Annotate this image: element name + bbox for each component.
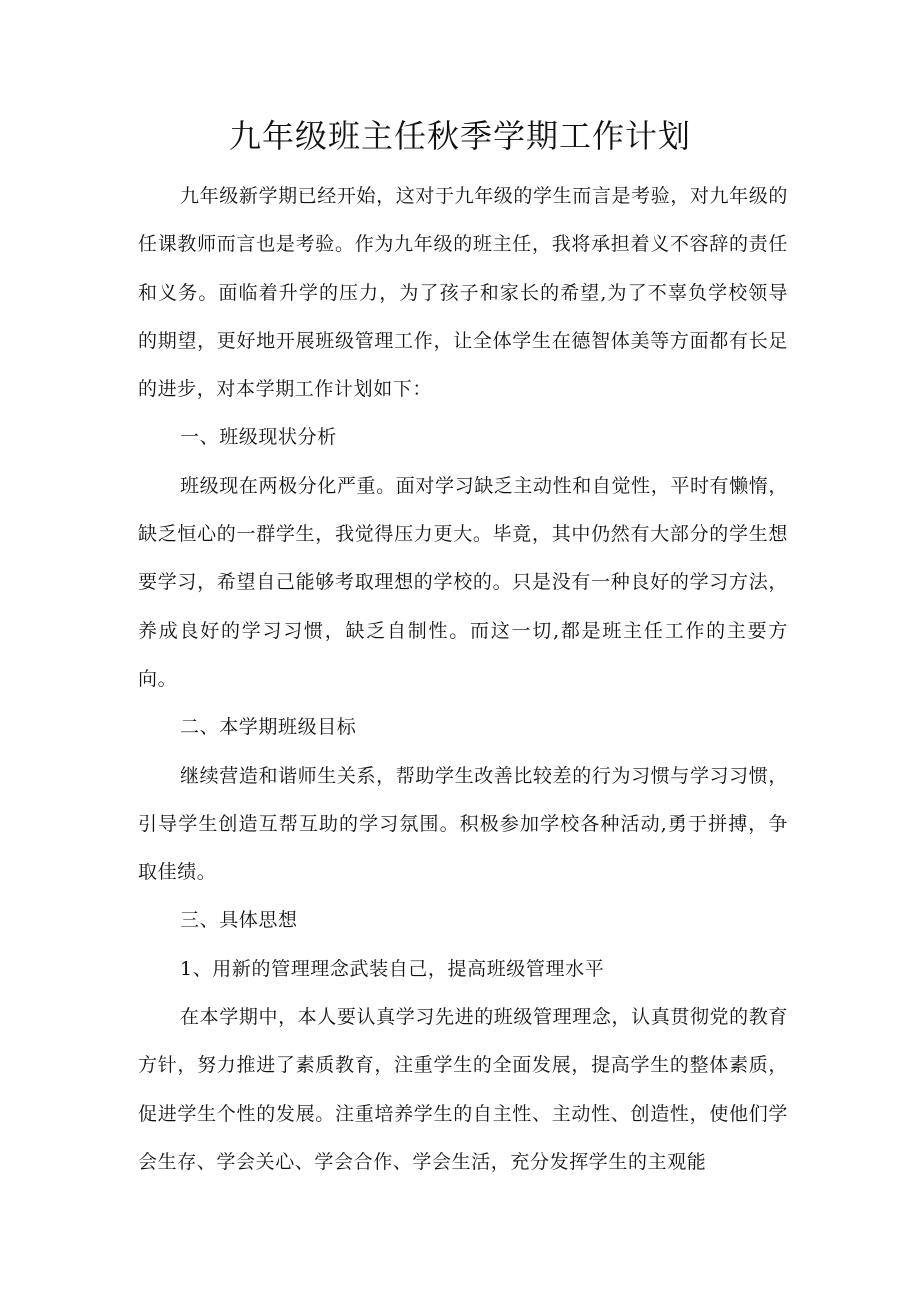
- section-paragraph-2: 继续营造和谐师生关系，帮助学生改善比较差的行为习惯与学习习惯，引导学生创造互帮互助的学习氛围。积极参加学校各种活动,勇于拼搏，争取佳绩。: [138, 764, 788, 884]
- document-body: [138, 172, 788, 1186]
- section-heading-1: 一、班级现状分析: [180, 426, 337, 449]
- section-paragraph-1: 班级现在两极分化严重。面对学习缺乏主动性和自觉性，平时有懒惰，缺乏恒心的一群学生，我觉得压力更大。毕竟，其中仍然有大部分的学生想要学习，希望自己能够考取理想的学校的。只是没有一种良好的学习方法，养成良好的学习习惯，缺乏自制性。而这一切,都是班主任工作的主要方向。: [138, 474, 788, 690]
- section-heading-2: 二、本学期班级目标: [180, 716, 357, 739]
- intro-paragraph: 九年级新学期已经开始，这对于九年级的学生而言是考验，对九年级的任课教师而言也是考验。作为九年级的班主任，我将承担着义不容辞的责任和义务。面临着升学的压力，为了孩子和家长的希望,为了不辜负学校领导的期望，更好地开展班级管理工作，让全体学生在德智体美等方面都有长足的进步，对本学期工作计划如下：: [138, 185, 788, 401]
- subsection-paragraph-1: 在本学期中，本人要认真学习先进的班级管理理念，认真贯彻党的教育方针，努力推进了素质教育，注重学生的全面发展，提高学生的整体素质，促进学生个性的发展。注重培养学生的自主性、主动性、创造性，使他们学会生存、学会关心、学会合作、学会生活，充分发挥学生的主观能: [138, 1006, 788, 1173]
- document-title: 九年级班主任秋季学期工作计划: [228, 117, 691, 155]
- section-heading-3: 三、具体思想: [180, 909, 298, 932]
- subsection-heading-1: 1、用新的管理理念武装自己，提高班级管理水平: [180, 957, 605, 980]
